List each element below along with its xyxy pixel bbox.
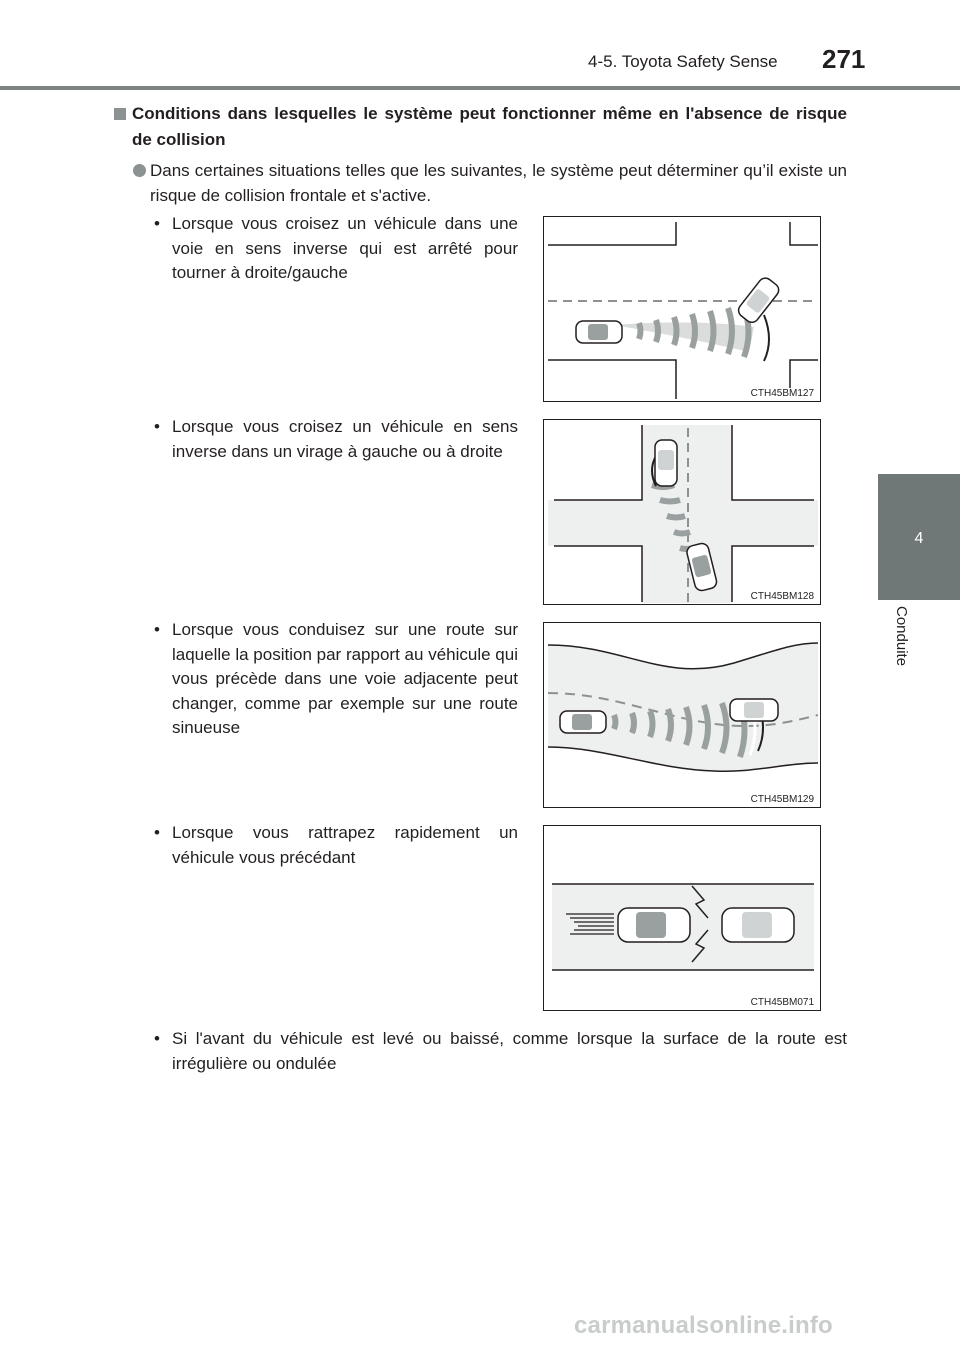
figure-code: CTH45BM071 xyxy=(750,997,814,1008)
bullet-dot: • xyxy=(154,823,160,842)
list-item-text: Si l'avant du véhicule est levé ou baissé, comme lorsque la surface de la route est irrégulière ou ondulée xyxy=(172,1029,847,1073)
chapter-tab[interactable] xyxy=(878,474,960,600)
chapter-number: 4 xyxy=(914,530,924,547)
winding-road-illustration xyxy=(544,623,821,808)
intersection-illustration xyxy=(544,217,821,402)
watermark-text: carmanualsonline.info xyxy=(574,1312,833,1339)
circle-bullet-icon xyxy=(133,164,146,177)
figure-oncoming-curve-turn xyxy=(543,419,821,605)
chapter-label: Conduite xyxy=(893,606,910,667)
square-bullet-icon xyxy=(114,108,126,120)
page-number: 271 xyxy=(822,44,866,74)
bullet-dot: • xyxy=(154,417,160,436)
intersection-turn-illustration xyxy=(544,420,821,605)
list-item-text: Lorsque vous croisez un véhicule dans une voie en sens inverse qui est arrêté pour tourner à droite/gauche xyxy=(172,214,518,282)
header-section-title: 4-5. Toyota Safety Sense xyxy=(588,52,778,71)
bullet-dot: • xyxy=(154,1029,160,1048)
bullet-dot: • xyxy=(154,214,160,233)
rapid-approach-illustration xyxy=(544,826,821,1011)
list-item-text: Lorsque vous rattrapez rapidement un véhicule vous précédant xyxy=(172,823,518,867)
figure-oncoming-turning-vehicle xyxy=(543,216,821,402)
section-heading: Conditions dans lesquelles le système peut fonctionner même en l'absence de risque de collision xyxy=(132,104,847,149)
list-item-text: Lorsque vous croisez un véhicule en sens inverse dans un virage à gauche ou à droite xyxy=(172,417,518,461)
figure-code: CTH45BM128 xyxy=(750,591,814,602)
list-item-text: Lorsque vous conduisez sur une route sur laquelle la position par rapport au véhicule qui vous précède dans une voie adjacente peut changer, comme par exemple sur une route sinueuse xyxy=(172,620,518,737)
bullet-dot: • xyxy=(154,620,160,639)
figure-winding-road xyxy=(543,622,821,808)
figure-code: CTH45BM127 xyxy=(750,388,814,399)
header-rule xyxy=(0,86,960,90)
intro-paragraph: Dans certaines situations telles que les suivantes, le système peut déterminer qu’il existe un risque de collision frontale et s'active. xyxy=(150,161,847,205)
figure-code: CTH45BM129 xyxy=(750,794,814,805)
figure-rapid-approach xyxy=(543,825,821,1011)
